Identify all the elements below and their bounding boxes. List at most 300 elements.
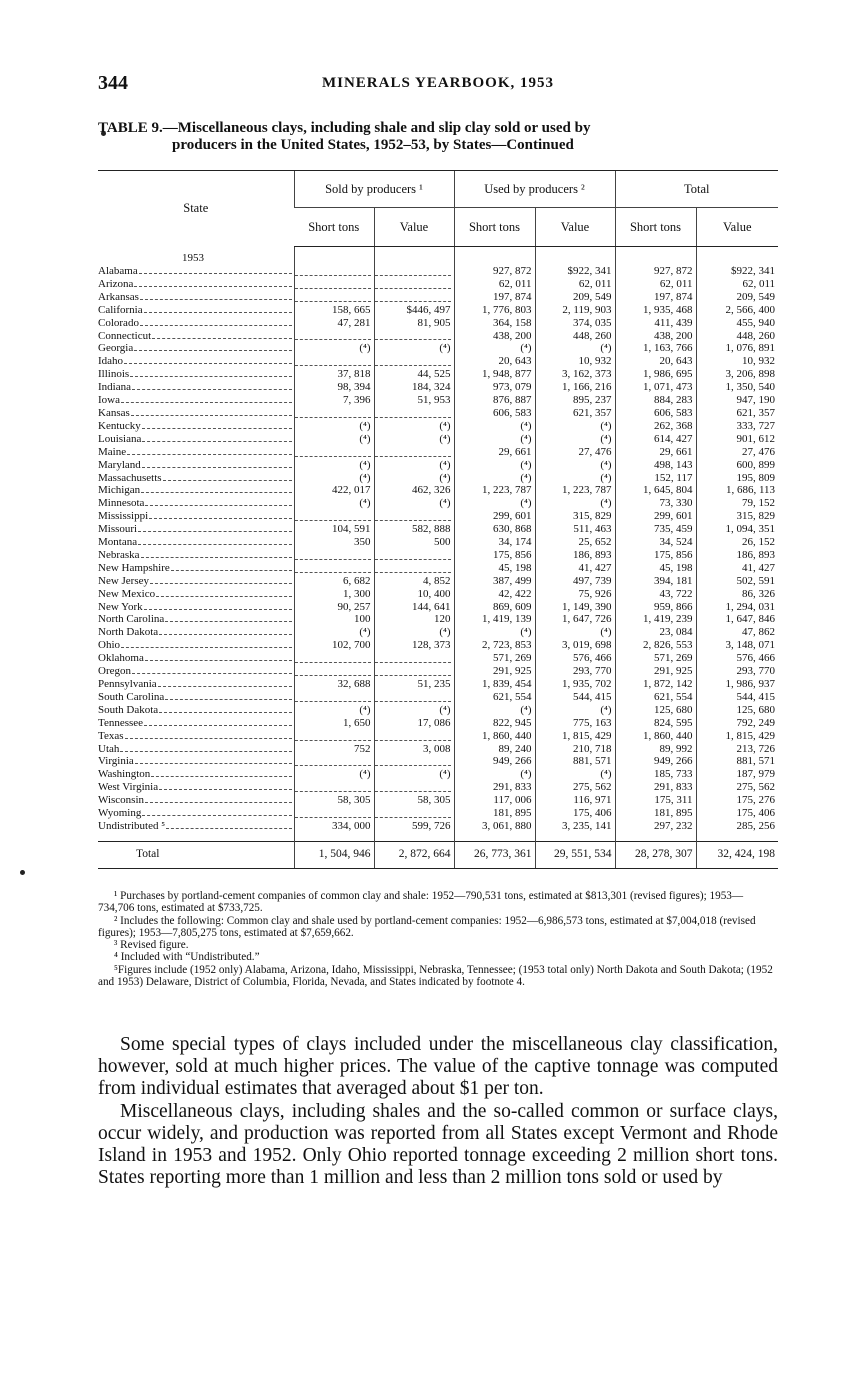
table-row [98, 691, 778, 704]
leader-dots [132, 389, 292, 390]
data-cell: 511, 463 [535, 523, 615, 536]
data-cell: 1, 872, 142 [615, 678, 696, 691]
sub-header-short-tons: Short tons [454, 208, 535, 247]
state-name-cell [98, 291, 294, 304]
data-cell: 58, 305 [294, 794, 374, 807]
data-cell: (⁴) [535, 342, 615, 355]
state-name-cell [98, 484, 294, 497]
table-row [98, 446, 778, 459]
state-name: Alabama [98, 265, 138, 277]
data-cell: 881, 571 [696, 755, 778, 768]
empty-cell-dash [374, 446, 454, 459]
data-cell: 6, 682 [294, 575, 374, 588]
leader-dots [165, 699, 291, 700]
data-cell: 1, 935, 702 [535, 678, 615, 691]
data-cell: 187, 979 [696, 768, 778, 781]
data-cell: 213, 726 [696, 743, 778, 756]
table-row [98, 304, 778, 317]
data-cell: 275, 562 [696, 781, 778, 794]
data-cell: 3, 148, 071 [696, 639, 778, 652]
leader-dots [165, 621, 291, 622]
data-cell: 89, 992 [615, 743, 696, 756]
state-name-cell [98, 678, 294, 691]
state-name-cell [98, 420, 294, 433]
leader-dots [141, 492, 291, 493]
leader-dots [163, 480, 292, 481]
data-cell: 1, 350, 540 [696, 381, 778, 394]
data-cell: 1, 300 [294, 588, 374, 601]
table-row [98, 601, 778, 614]
table-row [98, 381, 778, 394]
data-cell: 315, 829 [696, 510, 778, 523]
data-cell: 621, 357 [535, 407, 615, 420]
data-cell: 75, 926 [535, 588, 615, 601]
state-name: Iowa [98, 394, 120, 407]
sub-header-short-tons: Short tons [615, 208, 696, 247]
state-name: Arkansas [98, 290, 139, 303]
state-name-cell [98, 381, 294, 394]
table-row [98, 704, 778, 717]
data-cell: 152, 117 [615, 472, 696, 485]
data-cell: 1, 815, 429 [535, 730, 615, 743]
table-row [98, 368, 778, 381]
data-cell: 79, 152 [696, 497, 778, 510]
table-row [98, 265, 778, 278]
state-name-cell [98, 794, 294, 807]
state-name: New Mexico [98, 587, 156, 600]
data-cell: 299, 601 [454, 510, 535, 523]
state-name: Virginia [98, 755, 134, 768]
table-row [98, 394, 778, 407]
data-cell: 26, 152 [696, 536, 778, 549]
state-name: Maryland [98, 458, 141, 471]
data-cell: 571, 269 [615, 652, 696, 665]
data-cell: 47, 862 [696, 626, 778, 639]
data-cell: 47, 281 [294, 317, 374, 330]
state-name-cell [98, 807, 294, 820]
table-row [98, 510, 778, 523]
leader-dots [145, 660, 292, 661]
empty-cell-dash [294, 652, 374, 665]
data-cell: 291, 833 [454, 781, 535, 794]
data-cell: (⁴) [454, 433, 535, 446]
state-name-cell [98, 355, 294, 368]
data-cell: 3, 019, 698 [535, 639, 615, 652]
footnote: ³ Revised figure. [114, 939, 189, 952]
data-cell: 120 [374, 613, 454, 626]
leader-dots [131, 415, 292, 416]
state-name: California [98, 303, 143, 316]
body-text [98, 1034, 778, 1189]
data-cell: 90, 257 [294, 601, 374, 614]
table-row [98, 730, 778, 743]
data-cell: 10, 932 [535, 355, 615, 368]
data-cell: (⁴) [454, 704, 535, 717]
table-row [98, 781, 778, 794]
data-cell: 23, 084 [615, 626, 696, 639]
table-row [98, 794, 778, 807]
data-cell: 630, 868 [454, 523, 535, 536]
data-cell: 438, 200 [615, 330, 696, 343]
data-cell: 3, 162, 373 [535, 368, 615, 381]
empty-cell-dash [294, 355, 374, 368]
data-cell: (⁴) [294, 342, 374, 355]
table-row [98, 768, 778, 781]
leader-dots [142, 441, 291, 442]
data-cell: 98, 394 [294, 381, 374, 394]
empty-cell-dash [374, 407, 454, 420]
running-title: MINERALS YEARBOOK, 1953 [321, 75, 555, 91]
leader-dots [140, 299, 292, 300]
data-cell: (⁴) [294, 472, 374, 485]
table-row [98, 678, 778, 691]
total-cell: 26, 773, 361 [454, 841, 535, 868]
empty-cell-dash [374, 510, 454, 523]
data-cell: (⁴) [374, 342, 454, 355]
leader-dots [159, 712, 291, 713]
data-cell: 1, 860, 440 [454, 730, 535, 743]
table-row [98, 317, 778, 330]
data-cell: 44, 525 [374, 368, 454, 381]
state-name: Nebraska [98, 548, 140, 561]
table-row [98, 291, 778, 304]
empty-cell-dash [294, 562, 374, 575]
state-name: New Hampshire [98, 561, 170, 574]
data-cell: 4, 852 [374, 575, 454, 588]
empty-cell-dash [294, 278, 374, 291]
sub-header-short-tons: Short tons [294, 208, 374, 247]
data-cell: 73, 330 [615, 497, 696, 510]
sub-header-value: Value [696, 208, 778, 247]
state-name: Wyoming [98, 807, 142, 820]
data-cell: 947, 190 [696, 394, 778, 407]
table-row [98, 755, 778, 768]
state-name-cell [98, 626, 294, 639]
data-cell: (⁴) [535, 472, 615, 485]
data-cell: 45, 198 [454, 562, 535, 575]
table-row [98, 523, 778, 536]
state-name-cell [98, 613, 294, 626]
data-cell: 3, 235, 141 [535, 820, 615, 833]
data-cell: 86, 326 [696, 588, 778, 601]
leader-dots [149, 518, 291, 519]
data-cell: 125, 680 [615, 704, 696, 717]
data-cell: 293, 770 [696, 665, 778, 678]
data-cell: 175, 406 [535, 807, 615, 820]
data-cell: 387, 499 [454, 575, 535, 588]
data-cell: (⁴) [294, 420, 374, 433]
leader-dots [159, 789, 291, 790]
data-cell: 197, 874 [454, 291, 535, 304]
data-cell: (⁴) [374, 420, 454, 433]
state-name-cell [98, 407, 294, 420]
state-name-cell [98, 278, 294, 291]
state-name: Utah [98, 742, 120, 755]
state-name-cell [98, 265, 294, 278]
data-cell: 1, 419, 239 [615, 613, 696, 626]
data-cell: 500 [374, 536, 454, 549]
empty-cell-dash [374, 730, 454, 743]
state-name-cell [98, 330, 294, 343]
data-cell: (⁴) [374, 704, 454, 717]
data-cell: 29, 661 [454, 446, 535, 459]
empty-cell-dash [294, 549, 374, 562]
table-row [98, 639, 778, 652]
data-cell: (⁴) [374, 768, 454, 781]
state-name: Idaho [98, 355, 124, 368]
state-name: Kentucky [98, 419, 141, 432]
data-cell: 824, 595 [615, 717, 696, 730]
state-name-cell [98, 497, 294, 510]
data-cell: 1, 419, 139 [454, 613, 535, 626]
data-cell: 544, 415 [535, 691, 615, 704]
leader-dots [144, 312, 292, 313]
state-name-cell [98, 717, 294, 730]
empty-cell-dash [294, 730, 374, 743]
data-cell: 285, 256 [696, 820, 778, 833]
table-title [98, 120, 780, 154]
table-footnotes [98, 890, 778, 988]
data-cell: 614, 427 [615, 433, 696, 446]
data-cell: 62, 011 [535, 278, 615, 291]
data-cell: 1, 094, 351 [696, 523, 778, 536]
data-cell: 959, 866 [615, 601, 696, 614]
state-name: Illinois [98, 368, 130, 381]
data-cell: 1, 223, 787 [535, 484, 615, 497]
data-cell: 102, 700 [294, 639, 374, 652]
data-cell: 291, 925 [454, 665, 535, 678]
data-cell: 1, 647, 726 [535, 613, 615, 626]
table-row [98, 330, 778, 343]
empty-cell-dash [294, 807, 374, 820]
leader-dots [121, 402, 292, 403]
data-cell: 582, 888 [374, 523, 454, 536]
data-cell: 32, 688 [294, 678, 374, 691]
footnote: ¹ Purchases by portland-cement companies of common clay and shale: 1952—790,531 tons, estimated at $813,301 (revised figures); 1953—734,706 tons, estimated at $733,725. [98, 890, 744, 915]
data-cell: 497, 739 [535, 575, 615, 588]
leader-dots [150, 583, 291, 584]
state-name: Oregon [98, 665, 131, 678]
data-cell: 291, 925 [615, 665, 696, 678]
data-cell: (⁴) [454, 342, 535, 355]
data-cell: (⁴) [454, 472, 535, 485]
total-label: Total [98, 841, 294, 868]
empty-cell-dash [374, 549, 454, 562]
data-cell: 181, 895 [454, 807, 535, 820]
table-body [98, 247, 778, 833]
data-cell: 10, 932 [696, 355, 778, 368]
table-title-line2: producers in the United States, 1952–53, by States—Continued [172, 137, 574, 153]
data-cell: 1, 948, 877 [454, 368, 535, 381]
leader-dots [127, 454, 291, 455]
table-row [98, 472, 778, 485]
state-name-cell [98, 639, 294, 652]
leader-dots [152, 338, 291, 339]
empty-cell-dash [374, 265, 454, 278]
data-cell: 62, 011 [615, 278, 696, 291]
data-cell: 455, 940 [696, 317, 778, 330]
data-cell: 1, 149, 390 [535, 601, 615, 614]
leader-dots [166, 828, 291, 829]
sub-header-value: Value [374, 208, 454, 247]
state-name-cell [98, 781, 294, 794]
empty-cell-dash [294, 755, 374, 768]
data-cell: 7, 396 [294, 394, 374, 407]
state-name-cell [98, 768, 294, 781]
empty-cell-dash [294, 330, 374, 343]
state-name-cell [98, 549, 294, 562]
data-cell: 186, 893 [696, 549, 778, 562]
state-name: Tennessee [98, 716, 144, 729]
data-cell: 62, 011 [696, 278, 778, 291]
body-paragraph: Miscellaneous clays, including shales and the so-called common or surface clays, occur widely, and production was reported from all States except Vermont and Rhode Island in 1953 and 1952. Only Ohio reported tonnage exceeding 2 million short tons. States reporting more than 1 million and less than 2 million tons sold or used by [98, 1100, 778, 1189]
leader-dots [135, 763, 292, 764]
data-cell: 949, 266 [454, 755, 535, 768]
table-row [98, 459, 778, 472]
state-name-cell [98, 755, 294, 768]
state-column-header: State [98, 171, 294, 247]
state-name-cell [98, 652, 294, 665]
data-cell: 599, 726 [374, 820, 454, 833]
data-cell: 576, 466 [535, 652, 615, 665]
data-cell: 822, 945 [454, 717, 535, 730]
state-name: Undistributed ⁵ [98, 819, 166, 832]
data-cell: 58, 305 [374, 794, 454, 807]
table-row [98, 342, 778, 355]
data-cell: 275, 562 [535, 781, 615, 794]
data-cell: 1, 076, 891 [696, 342, 778, 355]
data-cell: 422, 017 [294, 484, 374, 497]
data-cell: 350 [294, 536, 374, 549]
state-name-cell [98, 588, 294, 601]
empty-cell-dash [294, 781, 374, 794]
data-cell: 3, 061, 880 [454, 820, 535, 833]
empty-cell-dash [294, 291, 374, 304]
data-cell: 37, 818 [294, 368, 374, 381]
state-name: Washington [98, 768, 151, 781]
data-cell: 299, 601 [615, 510, 696, 523]
data-cell: 621, 554 [615, 691, 696, 704]
year-label: 1953 [182, 252, 204, 265]
state-name: North Dakota [98, 626, 159, 639]
data-cell: 315, 829 [535, 510, 615, 523]
table-row [98, 549, 778, 562]
state-name: Montana [98, 536, 138, 549]
leader-dots [144, 609, 292, 610]
table-row [98, 588, 778, 601]
table-row [98, 278, 778, 291]
data-cell: 181, 895 [615, 807, 696, 820]
data-cell: 775, 163 [535, 717, 615, 730]
data-cell: 1, 166, 216 [535, 381, 615, 394]
empty-cell-dash [374, 278, 454, 291]
data-cell: 293, 770 [535, 665, 615, 678]
data-cell: 502, 591 [696, 575, 778, 588]
leader-dots [120, 751, 291, 752]
empty-cell-dash [374, 665, 454, 678]
data-cell: 2, 826, 553 [615, 639, 696, 652]
data-cell: 448, 260 [696, 330, 778, 343]
total-cell: 2, 872, 664 [374, 841, 454, 868]
total-row [98, 841, 778, 868]
page-number: 344 [98, 72, 128, 94]
table-row [98, 652, 778, 665]
leader-dots [159, 634, 291, 635]
leader-dots [145, 505, 291, 506]
data-cell: (⁴) [374, 472, 454, 485]
data-cell: (⁴) [454, 459, 535, 472]
state-name: Minnesota [98, 497, 145, 510]
data-cell: 175, 406 [696, 807, 778, 820]
state-name: New York [98, 600, 143, 613]
data-cell: 175, 856 [615, 549, 696, 562]
leader-dots [142, 815, 291, 816]
data-cell: 34, 524 [615, 536, 696, 549]
data-cell: (⁴) [374, 497, 454, 510]
data-cell: 2, 566, 400 [696, 304, 778, 317]
data-cell: 175, 311 [615, 794, 696, 807]
data-cell: 158, 665 [294, 304, 374, 317]
empty-cell-dash [374, 291, 454, 304]
data-cell: $446, 497 [374, 304, 454, 317]
empty-cell-dash [374, 355, 454, 368]
state-name: North Carolina [98, 613, 165, 626]
data-cell: 51, 953 [374, 394, 454, 407]
data-cell: 927, 872 [454, 265, 535, 278]
table-row [98, 484, 778, 497]
state-name-cell [98, 472, 294, 485]
data-cell: 1, 650 [294, 717, 374, 730]
state-name-cell [98, 704, 294, 717]
data-cell: 394, 181 [615, 575, 696, 588]
table-title-line1: TABLE 9.—Miscellaneous clays, including shale and slip clay sold or used by [98, 120, 591, 136]
data-cell: 1, 223, 787 [454, 484, 535, 497]
data-cell: 895, 237 [535, 394, 615, 407]
data-cell: (⁴) [454, 768, 535, 781]
data-cell: 197, 874 [615, 291, 696, 304]
data-cell: 735, 459 [615, 523, 696, 536]
data-cell: 1, 776, 803 [454, 304, 535, 317]
data-cell: 262, 368 [615, 420, 696, 433]
data-cell: 27, 476 [535, 446, 615, 459]
data-cell: $922, 341 [535, 265, 615, 278]
state-name: Louisiana [98, 432, 142, 445]
data-cell: 104, 591 [294, 523, 374, 536]
data-cell: 17, 086 [374, 717, 454, 730]
empty-cell-dash [294, 407, 374, 420]
leader-dots [140, 325, 292, 326]
clay-data-table [98, 170, 778, 869]
data-cell: 25, 652 [535, 536, 615, 549]
data-cell: 297, 232 [615, 820, 696, 833]
data-cell: (⁴) [294, 768, 374, 781]
empty-cell-dash [294, 665, 374, 678]
footnote: ⁴ Included with “Undistributed.” [114, 951, 260, 964]
leader-dots [138, 531, 291, 532]
state-name-cell [98, 601, 294, 614]
state-name: Pennsylvania [98, 678, 157, 690]
state-name-cell [98, 368, 294, 381]
table-row [98, 807, 778, 820]
data-cell: 1, 647, 846 [696, 613, 778, 626]
state-name-cell [98, 342, 294, 355]
state-name: Georgia [98, 342, 134, 355]
state-name-cell [98, 433, 294, 446]
data-cell: 792, 249 [696, 717, 778, 730]
leader-dots [144, 725, 291, 726]
data-cell: 438, 200 [454, 330, 535, 343]
leader-dots [130, 376, 291, 377]
